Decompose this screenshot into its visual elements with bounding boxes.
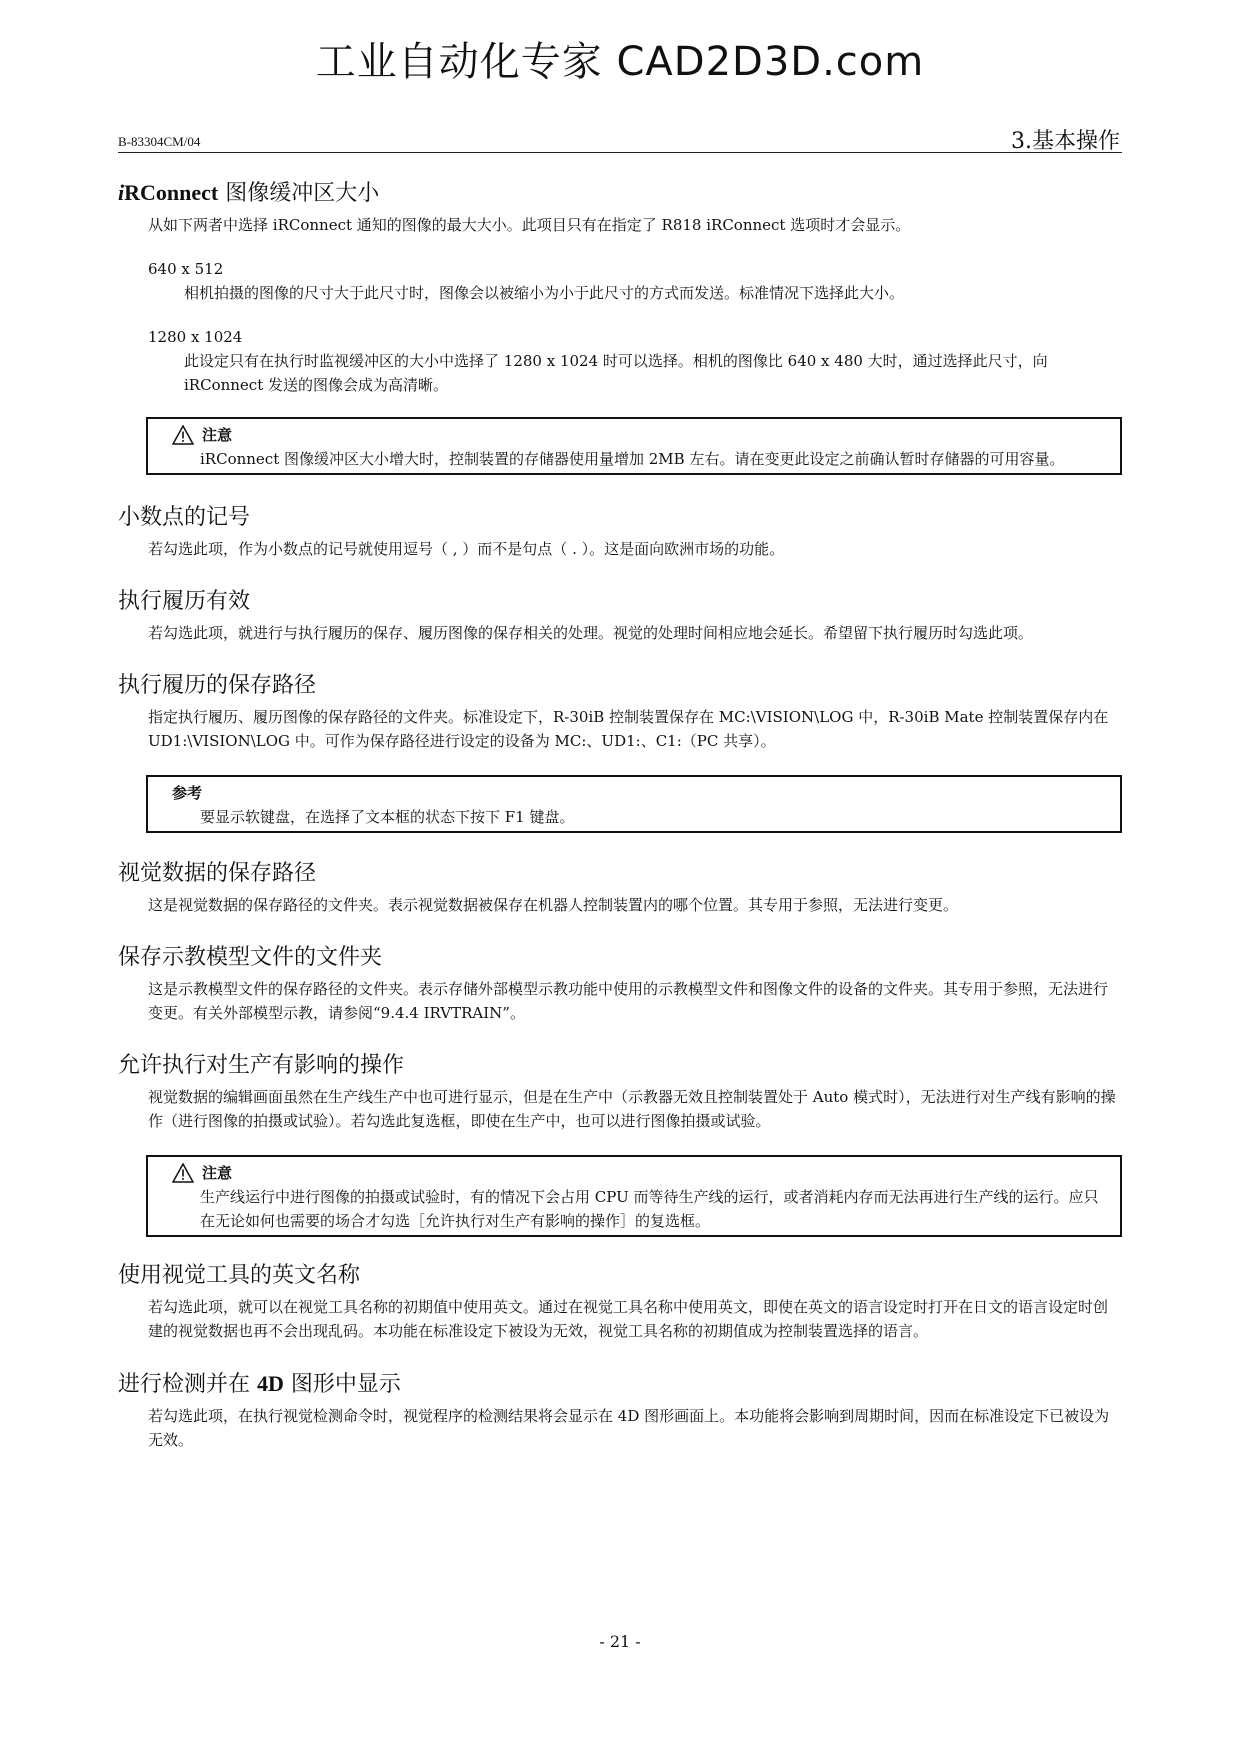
section-title: 允许执行对生产有影响的操作 bbox=[118, 1053, 405, 1078]
page-number: - 21 - bbox=[599, 1632, 641, 1651]
caution-header bbox=[172, 423, 1106, 447]
caution-header bbox=[172, 1161, 1106, 1185]
title-rest: 图像缓冲区大小 bbox=[218, 181, 380, 206]
section-display-4d bbox=[118, 1369, 1122, 1452]
section-title: 保存示教模型文件的文件夹 bbox=[118, 945, 383, 970]
caution-label: 注意 bbox=[202, 1164, 233, 1182]
reference-box bbox=[146, 775, 1122, 833]
section-text: 若勾选此项，就可以在视觉工具名称的初期值中使用英文。通过在视觉工具名称中使用英文，即使在英文的语言设定时打开在日文的语言设定时创建的视觉数据也再不会出现乱码。本功能在标准设定下被设为无效，视觉工具名称的初期值成为控制装置选择的语言。 bbox=[148, 1298, 1109, 1340]
section-title bbox=[118, 1369, 1122, 1400]
document-id: B-83304CM/04 bbox=[118, 134, 201, 149]
section-model-folder bbox=[118, 943, 1122, 1025]
section-history-path bbox=[118, 671, 1122, 833]
section-text: 视觉数据的编辑画面虽然在生产线生产中也可进行显示，但是在生产中（示教器无效且控制装置处于 Auto 模式时），无法进行对生产线有影响的操作（进行图像的拍摄或试验）。若勾选此复选框，即使在生产中，也可以进行图像拍摄或试验。 bbox=[148, 1088, 1116, 1130]
title-bold: RConnect bbox=[124, 180, 219, 205]
reference-text: 要显示软键盘，在选择了文本框的状态下按下 F1 键盘。 bbox=[200, 808, 575, 826]
section-allow-ops bbox=[118, 1051, 1122, 1237]
site-banner: 工业自动化专家 CAD2D3D.com bbox=[315, 39, 925, 85]
warning-triangle-icon bbox=[172, 1163, 194, 1183]
section-text: 这是视觉数据的保存路径的文件夹。表示视觉数据被保存在机器人控制装置内的哪个位置。其专用于参照，无法进行变更。 bbox=[148, 896, 959, 914]
chapter-title: 3.基本操作 bbox=[1011, 129, 1120, 154]
section-text: 指定执行履历、履历图像的保存路径的文件夹。标准设定下，R-30iB 控制装置保存在 MC:\VISION\LOG 中，R-30iB Mate 控制装置保存内在 UD1:\VISION\LOG 中。可作为保存路径进行设定的设备为 MC:、UD1:、C1:（PC 共享）。 bbox=[148, 708, 1109, 750]
title-prefix: i bbox=[118, 180, 125, 205]
header-rule bbox=[118, 152, 1122, 153]
option-text-640: 相机拍摄的图像的尺寸大于此尺寸时，图像会以被缩小为小于此尺寸的方式而发送。标准情况下选择此大小。 bbox=[184, 284, 905, 302]
section-title bbox=[118, 178, 1122, 209]
section-english-names bbox=[118, 1261, 1122, 1343]
section-title: 执行履历的保存路径 bbox=[118, 673, 317, 698]
section-irconnect bbox=[118, 178, 1122, 475]
title-part-a: 进行检测并在 bbox=[118, 1372, 257, 1397]
caution-text: 生产线运行中进行图像的拍摄或试验时，有的情况下会占用 CPU 而等待生产线的运行，或者消耗内存而无法再进行生产线的运行。应只在无论如何也需要的场合才勾选［允许执行对生产有影响的操作］的复选框。 bbox=[200, 1188, 1099, 1230]
caution-box bbox=[146, 1155, 1122, 1237]
section-text: 从如下两者中选择 iRConnect 通知的图像的最大大小。此项目只有在指定了 R818 iRConnect 选项时才会显示。 bbox=[148, 216, 911, 234]
section-text: 若勾选此项，在执行视觉检测命令时，视觉程序的检测结果将会显示在 4D 图形画面上。本功能将会影响到周期时间，因而在标准设定下已被设为无效。 bbox=[148, 1407, 1110, 1449]
section-text: 若勾选此项，就进行与执行履历的保存、履历图像的保存相关的处理。视觉的处理时间相应地会延长。希望留下执行履历时勾选此项。 bbox=[148, 624, 1034, 642]
section-text: 若勾选此项，作为小数点的记号就使用逗号（ , ）而不是句点（ . ）。这是面向欧洲市场的功能。 bbox=[148, 540, 785, 558]
option-label-640: 640 x 512 bbox=[148, 260, 224, 278]
section-title: 执行履历有效 bbox=[118, 589, 251, 614]
reference-header bbox=[172, 781, 1106, 805]
section-title: 使用视觉工具的英文名称 bbox=[118, 1263, 361, 1288]
warning-triangle-icon bbox=[172, 425, 194, 445]
option-text-1280: 此设定只有在执行时监视缓冲区的大小中选择了 1280 x 1024 时可以选择。相机的图像比 640 x 480 大时，通过选择此尺寸，向 iRConnect 发送的图像会成为高清晰。 bbox=[184, 352, 1048, 394]
caution-text: iRConnect 图像缓冲区大小增大时，控制装置的存储器使用量增加 2MB 左右。请在变更此设定之前确认暂时存储器的可用容量。 bbox=[200, 450, 1065, 468]
section-history-enable bbox=[118, 587, 1122, 645]
section-decimal bbox=[118, 503, 1122, 561]
section-title: 小数点的记号 bbox=[118, 505, 251, 530]
caution-box bbox=[146, 417, 1122, 475]
option-label-1280: 1280 x 1024 bbox=[148, 328, 243, 346]
page-content bbox=[118, 178, 1122, 1452]
section-title: 视觉数据的保存路径 bbox=[118, 861, 317, 886]
caution-label: 注意 bbox=[202, 426, 233, 444]
section-text: 这是示教模型文件的保存路径的文件夹。表示存储外部模型示教功能中使用的示教模型文件和图像文件的设备的文件夹。其专用于参照，无法进行变更。有关外部模型示教，请参阅“9.4.4 IRVTRAIN”。 bbox=[148, 980, 1109, 1022]
title-part-c: 图形中显示 bbox=[283, 1372, 401, 1397]
title-part-b: 4D bbox=[257, 1371, 284, 1396]
section-vision-path bbox=[118, 859, 1122, 917]
reference-label: 参考 bbox=[172, 784, 203, 802]
